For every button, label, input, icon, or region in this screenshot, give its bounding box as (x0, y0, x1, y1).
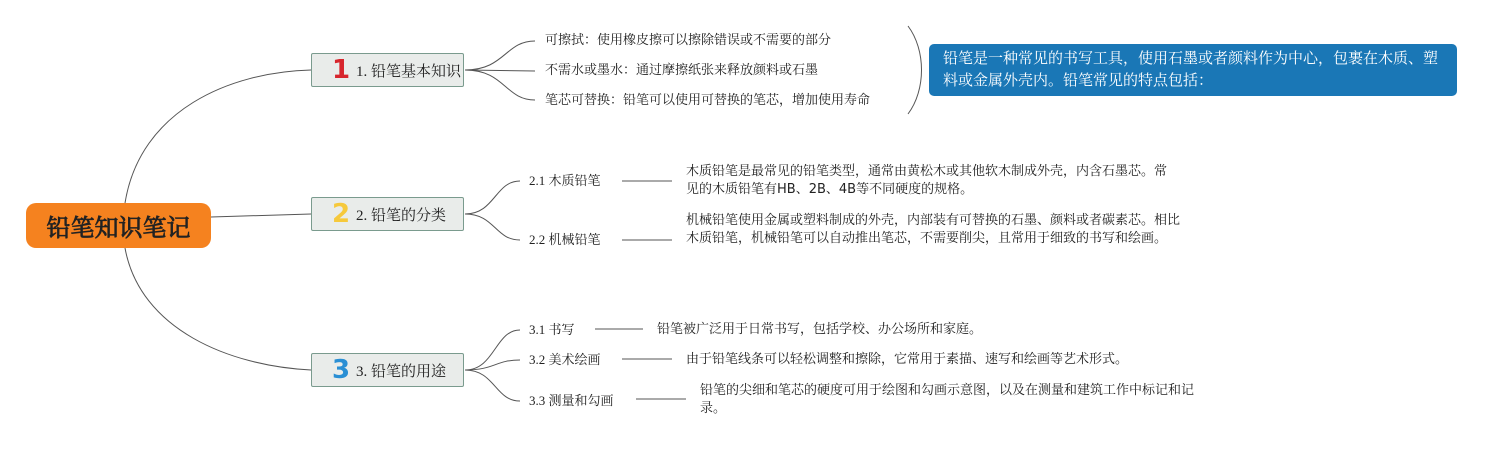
connector-b3-sub3 (465, 370, 520, 401)
connector-root-branch2 (211, 214, 311, 217)
sub-measuring[interactable]: 3.3 测量和勾画 (529, 393, 614, 408)
sub-mechanical-pencil[interactable]: 2.2 机械铅笔 (529, 232, 601, 247)
number-three-icon: 3 (331, 355, 351, 385)
sub-art-drawing[interactable]: 3.2 美术绘画 (529, 352, 601, 367)
connector-b1-item3 (465, 70, 535, 100)
note-bracket (908, 26, 922, 114)
leaf-no-ink[interactable]: 不需水或墨水：通过摩擦纸张来释放颜料或石墨 (545, 63, 819, 78)
desc-mechanical-pencil: 机械铅笔使用金属或塑料制成的外壳，内部装有可替换的石墨、颜料或者碳素芯。相比木质铅笔，机械铅笔可以自动推出笔芯，不需要削尖，且常用于细致的书写和绘画。 (686, 213, 1181, 246)
branch-label: 1. 铅笔基本知识 (356, 63, 462, 80)
branch-classification[interactable] (311, 197, 464, 231)
connector-root-branch1 (125, 70, 311, 203)
connector-b2-sub1 (465, 181, 520, 214)
root-node[interactable] (26, 203, 211, 248)
sub-writing[interactable]: 3.1 书写 (529, 322, 575, 337)
connector-root-branch3 (125, 248, 311, 370)
desc-wooden-pencil: 木质铅笔是最常见的铅笔类型，通常由黄松木或其他软木制成外壳，内含石墨芯。常见的木质铅笔有HB、2B、4B等不同硬度的规格。 (686, 164, 1168, 197)
desc-writing: 铅笔被广泛用于日常书写，包括学校、办公场所和家庭。 (657, 322, 983, 337)
connector-b1-item1 (465, 41, 535, 70)
number-one-icon: 1 (331, 55, 351, 85)
connector-b2-sub2 (465, 214, 520, 240)
branch-label: 2. 铅笔的分类 (356, 207, 447, 224)
leaf-replaceable-lead[interactable]: 笔芯可替换：铅笔可以使用可替换的笔芯，增加使用寿命 (545, 93, 871, 108)
summary-note-text: 铅笔是一种常见的书写工具，使用石墨或者颜料作为中心，包裹在木质、塑料或金属外壳内。铅笔常见的特点包括： (943, 49, 1439, 89)
sub-wooden-pencil[interactable]: 2.1 木质铅笔 (529, 173, 601, 188)
branch-basic-knowledge[interactable] (311, 53, 464, 87)
summary-note[interactable] (929, 44, 1457, 96)
branch-uses[interactable] (311, 353, 464, 387)
leaf-erasable[interactable]: 可擦拭：使用橡皮擦可以擦除错误或不需要的部分 (545, 33, 832, 48)
number-two-icon: 2 (331, 199, 351, 229)
connector-b3-sub1 (465, 330, 520, 370)
root-title: 铅笔知识笔记 (46, 214, 191, 242)
desc-art-drawing: 由于铅笔线条可以轻松调整和擦除，它常用于素描、速写和绘画等艺术形式。 (686, 352, 1129, 367)
branch-label: 3. 铅笔的用途 (356, 363, 447, 380)
desc-measuring: 铅笔的尖细和笔芯的硬度可用于绘图和勾画示意图，以及在测量和建筑工作中标记和记录。 (700, 383, 1195, 416)
